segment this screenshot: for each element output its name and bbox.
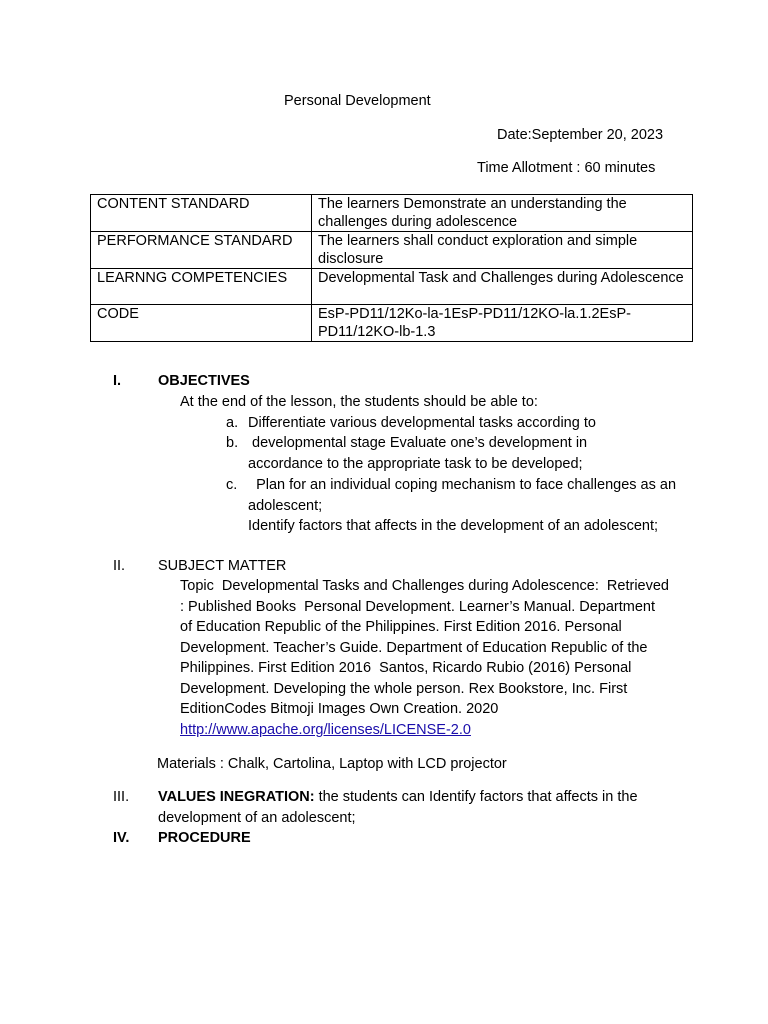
objective-extra: Identify factors that affects in the development of an adolescent; (248, 518, 659, 534)
subject-matter-body: Topic Developmental Tasks and Challenges during Adolescence: Retrieved : Published Books Personal Development. Learner’s Manual. Department of Education Republic of the Philippines. First Edition 2016. Personal Development. Teacher’s Guide. Department of Education Republic of the Philippines. First Edition 2016 Santos, Ricardo Rubio (2016) Personal Development. Developing the whole person. Rex Bookstore, Inc. First EditionCodes Bitmoji Images Own Creation. 2020 (180, 578, 674, 717)
list-item: Differentiate various developmental tasks according to (248, 415, 596, 431)
row-label: CONTENT STANDARD (91, 195, 312, 232)
row-label: LEARNNG COMPETENCIES (91, 269, 312, 305)
list-item: developmental stage Evaluate one’s development in accordance to the appropriate task to be developed; (248, 435, 592, 472)
table-row (91, 232, 693, 269)
row-value: The learners shall conduct exploration and simple disclosure (312, 232, 693, 269)
table-row (91, 305, 693, 342)
subject-matter-heading: SUBJECT MATTER (158, 558, 287, 574)
table-row (91, 195, 693, 232)
row-label: CODE (91, 305, 312, 342)
row-value: The learners Demonstrate an understanding the challenges during adolescence (312, 195, 693, 232)
row-value: EsP-PD11/12Ko-la-1EsP-PD11/12KO-la.1.2EsP-PD11/12KO-lb-1.3 (312, 305, 693, 342)
row-label: PERFORMANCE STANDARD (91, 232, 312, 269)
list-marker: c. (226, 477, 238, 493)
section-numeral: III. (113, 789, 130, 805)
lesson-date: Date:September 20, 2023 (497, 127, 664, 143)
procedure-heading: PROCEDURE (158, 830, 251, 846)
section-numeral: II. (113, 558, 126, 574)
objectives-intro: At the end of the lesson, the students should be able to: (180, 394, 538, 410)
license-link[interactable]: http://www.apache.org/licenses/LICENSE-2.0 (180, 722, 471, 738)
list-marker: b. (226, 435, 239, 451)
row-value: Developmental Task and Challenges during Adolescence (312, 269, 693, 305)
list-marker: a. (226, 415, 239, 431)
section-numeral: I. (113, 373, 122, 389)
materials-line: Materials : Chalk, Cartolina, Laptop with LCD projector (157, 756, 507, 772)
section-numeral: IV. (113, 830, 130, 846)
document-title: Personal Development (284, 93, 431, 109)
standards-table (90, 194, 693, 342)
time-allotment: Time Allotment : 60 minutes (477, 160, 656, 176)
list-item: Plan for an individual coping mechanism to face challenges as an adolescent; (248, 477, 681, 514)
table-row (91, 269, 693, 305)
values-integration: VALUES INEGRATION: the students can Identify factors that affects in the development of an adolescent; (158, 789, 642, 826)
objectives-heading: OBJECTIVES (158, 373, 250, 389)
